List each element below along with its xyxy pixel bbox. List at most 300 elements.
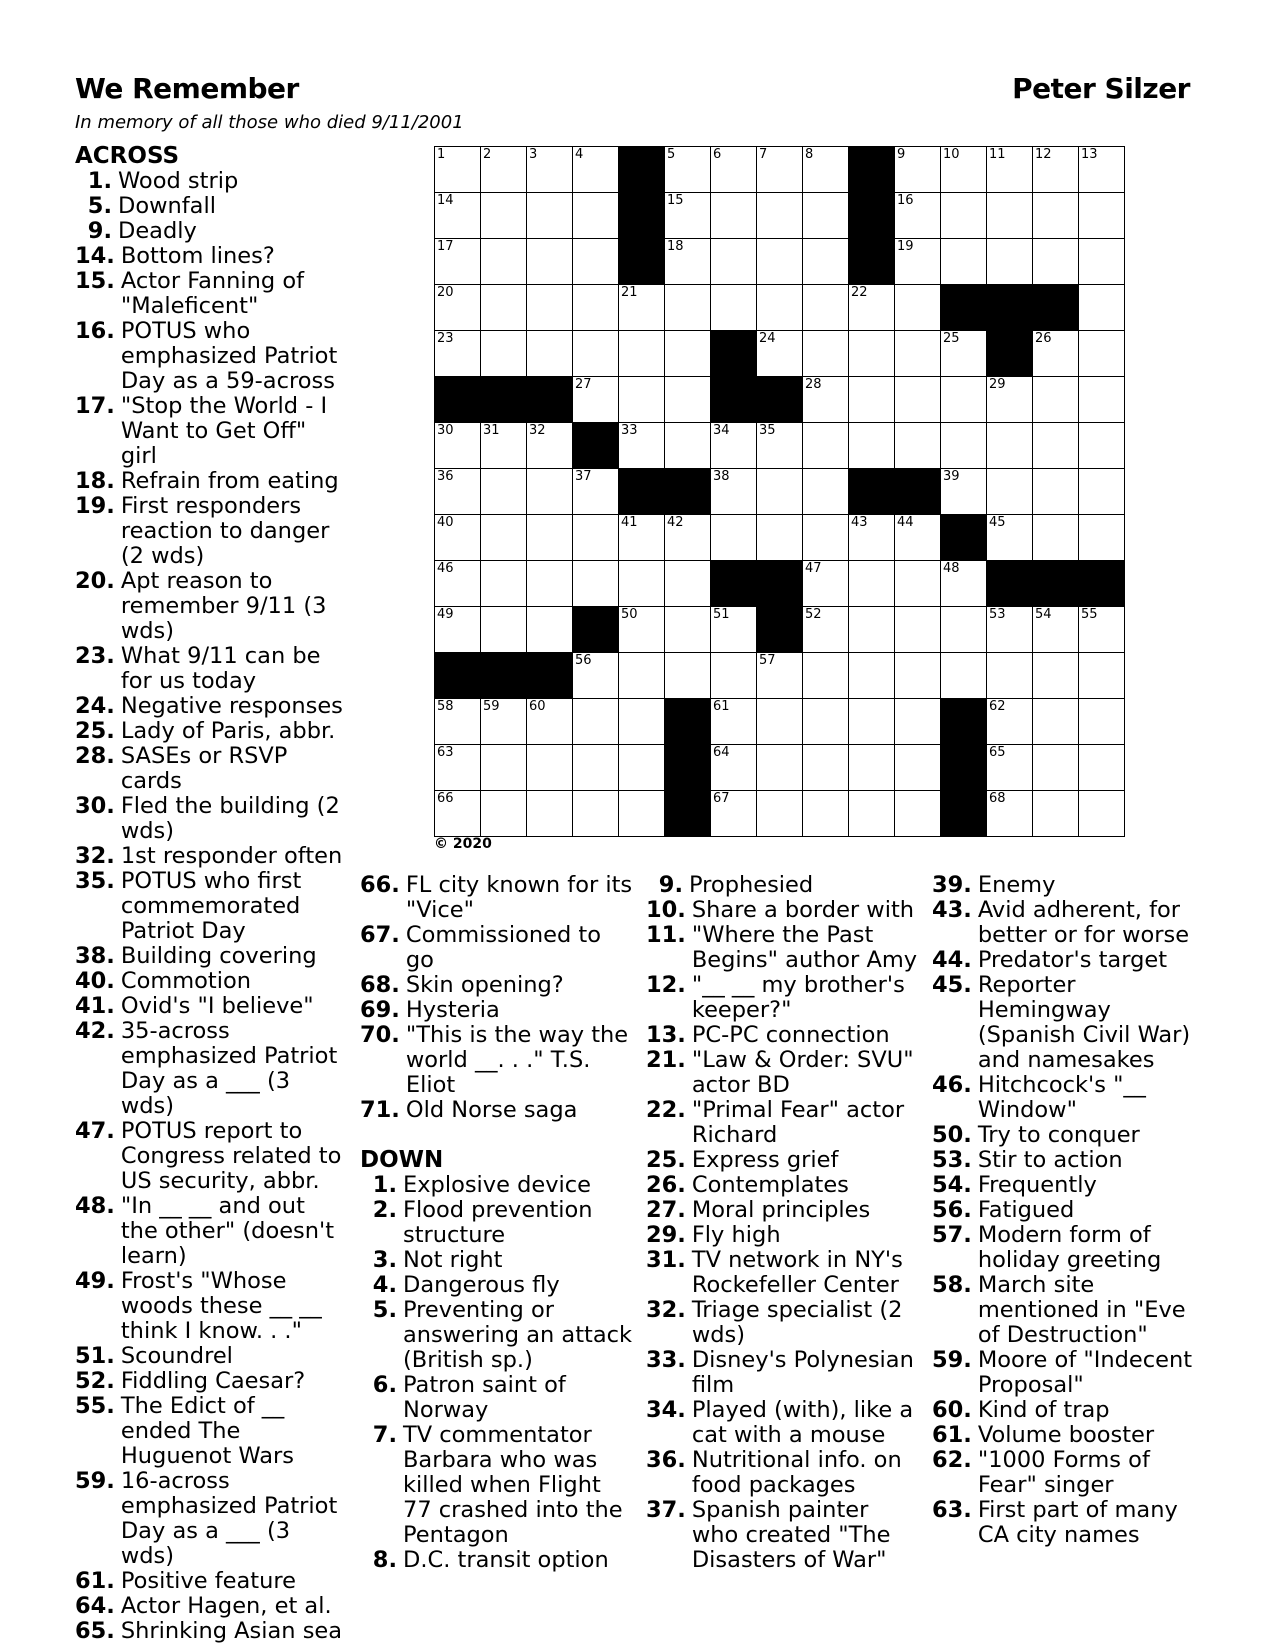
grid-cell[interactable] (527, 515, 573, 561)
grid-cell[interactable] (481, 331, 527, 377)
grid-cell[interactable] (711, 423, 757, 469)
grid-cell[interactable] (849, 653, 895, 699)
clue-item[interactable] (75, 1469, 345, 1569)
grid-cell[interactable] (895, 791, 941, 837)
grid-cell[interactable] (1079, 791, 1125, 837)
clue-text: Patron saint of Norway (403, 1372, 566, 1423)
grid-cell[interactable] (1033, 423, 1079, 469)
grid-cell[interactable] (987, 653, 1033, 699)
grid-cell[interactable] (481, 193, 527, 239)
clue-item[interactable] (932, 973, 1207, 1073)
grid-cell[interactable] (987, 745, 1033, 791)
grid-cell[interactable] (757, 193, 803, 239)
clue-item[interactable] (932, 1073, 1207, 1123)
clue-item[interactable] (75, 244, 345, 269)
grid-cell[interactable] (1033, 193, 1079, 239)
grid-cell[interactable] (987, 699, 1033, 745)
clue-item[interactable] (646, 1398, 921, 1448)
clue-item[interactable] (75, 1394, 345, 1469)
grid-cell[interactable] (435, 331, 481, 377)
across-heading: ACROSS (75, 143, 180, 169)
cell-number: 21 (621, 285, 638, 300)
clue-text: Fatigued (977, 1197, 1075, 1223)
clue-item[interactable] (75, 1369, 345, 1394)
clue-item[interactable] (75, 1019, 345, 1119)
clue-item[interactable] (646, 898, 921, 923)
grid-cell[interactable] (619, 515, 665, 561)
grid-cell[interactable] (803, 239, 849, 285)
grid-cell[interactable] (895, 285, 941, 331)
grid-cell[interactable] (1079, 423, 1125, 469)
grid-cell[interactable] (1079, 147, 1125, 193)
grid-cell[interactable] (435, 423, 481, 469)
cell-number: 7 (759, 147, 768, 162)
grid-cell[interactable] (941, 607, 987, 653)
grid-cell[interactable] (435, 193, 481, 239)
grid-cell[interactable] (1033, 147, 1079, 193)
grid-cell[interactable] (435, 607, 481, 653)
grid-cell[interactable] (895, 653, 941, 699)
grid-cell[interactable] (803, 331, 849, 377)
grid-cell[interactable] (987, 469, 1033, 515)
clue-item[interactable] (646, 1348, 921, 1398)
grid-cell[interactable] (895, 377, 941, 423)
cell-number: 16 (897, 193, 914, 208)
grid-cell[interactable] (527, 469, 573, 515)
crossword-grid[interactable] (434, 146, 1125, 837)
clue-item[interactable] (360, 973, 635, 998)
grid-cell[interactable] (757, 515, 803, 561)
grid-cell[interactable] (757, 791, 803, 837)
grid-cell[interactable] (711, 607, 757, 653)
clue-item[interactable] (75, 944, 345, 969)
grid-cell[interactable] (1079, 607, 1125, 653)
clue-item[interactable] (932, 1123, 1207, 1148)
clue-item[interactable] (360, 1098, 635, 1123)
grid-cell[interactable] (435, 469, 481, 515)
clue-item[interactable] (646, 1298, 921, 1348)
grid-cell[interactable] (619, 561, 665, 607)
clue-item[interactable] (932, 1498, 1207, 1548)
clue-item[interactable] (360, 1273, 635, 1298)
clue-item[interactable] (360, 998, 635, 1023)
grid-cell[interactable] (1079, 239, 1125, 285)
grid-cell[interactable] (1079, 285, 1125, 331)
grid-cell[interactable] (481, 607, 527, 653)
grid-cell[interactable] (527, 607, 573, 653)
grid-cell[interactable] (481, 561, 527, 607)
clue-text: Fly high (691, 1222, 781, 1248)
grid-cell[interactable] (573, 791, 619, 837)
grid-cell[interactable] (803, 745, 849, 791)
grid-cell-black (757, 561, 803, 607)
clue-item[interactable] (932, 1223, 1207, 1273)
clue-item[interactable] (360, 923, 635, 973)
grid-cell[interactable] (757, 331, 803, 377)
grid-cell[interactable] (941, 561, 987, 607)
grid-cell[interactable] (803, 515, 849, 561)
grid-cell[interactable] (849, 699, 895, 745)
grid-cell[interactable] (1079, 653, 1125, 699)
clue-item[interactable] (360, 1023, 635, 1098)
clue-text: Ovid's "I believe" (120, 993, 314, 1019)
grid-cell[interactable] (1079, 469, 1125, 515)
grid-cell[interactable] (757, 745, 803, 791)
grid-cell[interactable] (711, 791, 757, 837)
grid-cell[interactable] (711, 745, 757, 791)
grid-cell[interactable] (435, 561, 481, 607)
grid-cell[interactable] (527, 791, 573, 837)
grid-cell[interactable] (1079, 193, 1125, 239)
grid-cell[interactable] (757, 699, 803, 745)
clue-item[interactable] (932, 1423, 1207, 1448)
clue-item[interactable] (932, 948, 1207, 973)
grid-cell[interactable] (527, 699, 573, 745)
clue-text: Actor Hagen, et al. (120, 1593, 332, 1619)
grid-cell[interactable] (849, 791, 895, 837)
clue-item[interactable] (932, 1198, 1207, 1223)
clue-item[interactable] (932, 1273, 1207, 1348)
grid-cell[interactable] (1079, 331, 1125, 377)
grid-cell[interactable] (849, 745, 895, 791)
clue-item[interactable] (75, 269, 345, 319)
grid-cell[interactable] (803, 653, 849, 699)
clue-item[interactable] (932, 1148, 1207, 1173)
grid-cell[interactable] (573, 239, 619, 285)
clue-item[interactable] (75, 644, 345, 694)
grid-cell[interactable] (435, 147, 481, 193)
grid-cell[interactable] (665, 653, 711, 699)
grid-cell[interactable] (619, 745, 665, 791)
clue-item[interactable] (75, 494, 345, 569)
grid-cell[interactable] (1033, 377, 1079, 423)
clue-item[interactable] (646, 923, 921, 973)
grid-cell[interactable] (803, 607, 849, 653)
clue-item[interactable] (75, 169, 345, 194)
grid-cell[interactable] (573, 653, 619, 699)
grid-cell[interactable] (665, 285, 711, 331)
grid-cell[interactable] (527, 561, 573, 607)
clue-number: 71. (360, 1097, 400, 1123)
grid-cell[interactable] (481, 745, 527, 791)
grid-cell[interactable] (1033, 791, 1079, 837)
grid-cell[interactable] (573, 331, 619, 377)
copyright: © 2020 (434, 836, 492, 852)
clue-item[interactable] (932, 873, 1207, 898)
grid-cell[interactable] (895, 515, 941, 561)
clue-number: 53. (932, 1147, 972, 1173)
grid-cell[interactable] (481, 469, 527, 515)
grid-cell[interactable] (803, 469, 849, 515)
grid-cell[interactable] (1079, 515, 1125, 561)
grid-cell[interactable] (849, 331, 895, 377)
grid-cell[interactable] (711, 147, 757, 193)
clue-item[interactable] (75, 1619, 345, 1644)
grid-cell[interactable] (987, 607, 1033, 653)
grid-cell[interactable] (481, 147, 527, 193)
grid-cell[interactable] (711, 699, 757, 745)
clue-item[interactable] (360, 1198, 635, 1248)
clue-number: 14. (75, 243, 115, 269)
grid-cell[interactable] (527, 745, 573, 791)
clue-item[interactable] (75, 1119, 345, 1194)
clue-item[interactable] (932, 898, 1207, 948)
grid-cell[interactable] (757, 653, 803, 699)
grid-cell[interactable] (1033, 699, 1079, 745)
grid-cell[interactable] (435, 791, 481, 837)
clue-item[interactable] (75, 719, 345, 744)
grid-cell[interactable] (481, 515, 527, 561)
grid-cell[interactable] (1033, 653, 1079, 699)
clue-item[interactable] (360, 1248, 635, 1273)
grid-cell[interactable] (941, 423, 987, 469)
grid-cell[interactable] (481, 285, 527, 331)
grid-cell[interactable] (987, 791, 1033, 837)
grid-cell[interactable] (803, 377, 849, 423)
grid-cell[interactable] (527, 285, 573, 331)
clue-item[interactable] (75, 969, 345, 994)
clue-item[interactable] (360, 1173, 635, 1198)
grid-cell[interactable] (481, 239, 527, 285)
clue-item[interactable] (75, 744, 345, 794)
grid-cell[interactable] (803, 423, 849, 469)
clue-item[interactable] (646, 1048, 921, 1098)
grid-cell[interactable] (941, 653, 987, 699)
grid-cell[interactable] (435, 745, 481, 791)
grid-cell[interactable] (849, 423, 895, 469)
grid-cell[interactable] (849, 607, 895, 653)
clue-item[interactable] (932, 1398, 1207, 1423)
clue-text: "Where the Past Begins" author Amy (691, 922, 918, 973)
grid-cell[interactable] (803, 699, 849, 745)
grid-cell[interactable] (573, 377, 619, 423)
clue-item[interactable] (360, 873, 635, 923)
grid-cell[interactable] (573, 285, 619, 331)
grid-cell[interactable] (1079, 745, 1125, 791)
clue-text: Commotion (120, 968, 252, 994)
grid-cell[interactable] (1079, 377, 1125, 423)
grid-cell[interactable] (1033, 745, 1079, 791)
clue-item[interactable] (75, 1344, 345, 1369)
grid-cell[interactable] (1033, 239, 1079, 285)
grid-cell[interactable] (941, 469, 987, 515)
grid-cell[interactable] (987, 377, 1033, 423)
clue-number: 9. (87, 218, 112, 244)
clue-item[interactable] (75, 194, 345, 219)
clue-item[interactable] (75, 844, 345, 869)
clue-item[interactable] (75, 319, 345, 394)
grid-cell[interactable] (573, 699, 619, 745)
grid-cell[interactable] (987, 423, 1033, 469)
clue-item[interactable] (75, 1194, 345, 1269)
grid-cell[interactable] (757, 469, 803, 515)
grid-cell[interactable] (573, 515, 619, 561)
grid-cell[interactable] (803, 193, 849, 239)
grid-cell[interactable] (619, 377, 665, 423)
grid-cell[interactable] (481, 791, 527, 837)
clue-item[interactable] (75, 1569, 345, 1594)
grid-cell[interactable] (527, 331, 573, 377)
grid-cell[interactable] (665, 193, 711, 239)
clue-item[interactable] (932, 1448, 1207, 1498)
grid-cell[interactable] (435, 515, 481, 561)
grid-cell[interactable] (987, 239, 1033, 285)
clue-text: Share a border with (691, 897, 915, 923)
grid-cell[interactable] (941, 331, 987, 377)
grid-cell[interactable] (619, 285, 665, 331)
grid-cell[interactable] (619, 607, 665, 653)
grid-cell[interactable] (481, 699, 527, 745)
clue-item[interactable] (646, 1223, 921, 1248)
clue-item[interactable] (646, 1023, 921, 1048)
grid-cell-black (941, 515, 987, 561)
grid-cell[interactable] (1033, 607, 1079, 653)
grid-cell[interactable] (895, 193, 941, 239)
clue-item[interactable] (646, 973, 921, 1023)
clue-text: Shrinking Asian sea (120, 1618, 343, 1644)
grid-cell[interactable] (665, 239, 711, 285)
grid-cell[interactable] (665, 607, 711, 653)
clue-item[interactable] (75, 394, 345, 469)
grid-cell[interactable] (941, 377, 987, 423)
grid-cell-black (665, 699, 711, 745)
grid-cell[interactable] (895, 239, 941, 285)
grid-cell[interactable] (895, 147, 941, 193)
grid-cell[interactable] (895, 607, 941, 653)
grid-cell[interactable] (941, 147, 987, 193)
grid-cell[interactable] (849, 515, 895, 561)
clue-item[interactable] (646, 1498, 921, 1573)
clue-number: 55. (75, 1393, 115, 1419)
cell-number: 63 (437, 745, 454, 760)
clue-item[interactable] (75, 694, 345, 719)
grid-cell[interactable] (435, 285, 481, 331)
grid-cell[interactable] (711, 239, 757, 285)
grid-cell[interactable] (757, 239, 803, 285)
grid-cell[interactable] (435, 239, 481, 285)
grid-cell[interactable] (757, 423, 803, 469)
clue-item[interactable] (646, 1148, 921, 1173)
clue-text: Moore of "Indecent Proposal" (977, 1347, 1193, 1398)
grid-cell[interactable] (711, 193, 757, 239)
grid-cell[interactable] (803, 791, 849, 837)
clue-text: 1st responder often (120, 843, 343, 869)
grid-cell[interactable] (895, 331, 941, 377)
grid-cell[interactable] (573, 193, 619, 239)
clue-item[interactable] (75, 794, 345, 844)
grid-cell[interactable] (619, 653, 665, 699)
grid-cell[interactable] (1033, 515, 1079, 561)
grid-cell[interactable] (665, 561, 711, 607)
grid-cell[interactable] (711, 285, 757, 331)
grid-cell[interactable] (849, 561, 895, 607)
grid-cell[interactable] (665, 423, 711, 469)
grid-cell[interactable] (619, 423, 665, 469)
clue-item[interactable] (75, 869, 345, 944)
grid-cell[interactable] (665, 515, 711, 561)
grid-cell[interactable] (435, 699, 481, 745)
grid-cell[interactable] (895, 745, 941, 791)
clue-item[interactable] (75, 994, 345, 1019)
grid-cell[interactable] (803, 147, 849, 193)
grid-cell[interactable] (849, 377, 895, 423)
grid-cell[interactable] (619, 331, 665, 377)
grid-cell[interactable] (481, 423, 527, 469)
grid-cell[interactable] (895, 423, 941, 469)
cell-number: 12 (1035, 147, 1052, 162)
grid-cell[interactable] (573, 561, 619, 607)
cell-number: 2 (483, 147, 492, 162)
clue-item[interactable] (646, 1173, 921, 1198)
grid-cell[interactable] (619, 791, 665, 837)
grid-cell[interactable] (757, 285, 803, 331)
grid-cell[interactable] (895, 561, 941, 607)
grid-cell[interactable] (987, 515, 1033, 561)
clue-item[interactable] (360, 1548, 635, 1573)
grid-cell[interactable] (987, 193, 1033, 239)
grid-cell[interactable] (527, 423, 573, 469)
grid-cell[interactable] (849, 285, 895, 331)
clue-item[interactable] (932, 1348, 1207, 1398)
grid-cell[interactable] (665, 331, 711, 377)
grid-cell[interactable] (527, 239, 573, 285)
grid-cell[interactable] (941, 193, 987, 239)
grid-cell[interactable] (803, 561, 849, 607)
grid-cell[interactable] (803, 285, 849, 331)
clue-item[interactable] (646, 873, 921, 898)
clue-text: PC-PC connection (691, 1022, 890, 1048)
clue-item[interactable] (646, 1198, 921, 1223)
clue-item[interactable] (360, 1423, 635, 1548)
grid-cell[interactable] (711, 469, 757, 515)
grid-cell[interactable] (527, 147, 573, 193)
grid-cell[interactable] (895, 699, 941, 745)
clue-item[interactable] (75, 469, 345, 494)
grid-cell[interactable] (573, 147, 619, 193)
grid-cell[interactable] (665, 377, 711, 423)
clue-text: Lady of Paris, abbr. (120, 718, 336, 744)
grid-cell-black (757, 377, 803, 423)
clue-item[interactable] (360, 1373, 635, 1423)
grid-cell[interactable] (711, 515, 757, 561)
clue-item[interactable] (75, 1594, 345, 1619)
grid-cell[interactable] (941, 239, 987, 285)
clue-item[interactable] (75, 569, 345, 644)
grid-cell[interactable] (711, 653, 757, 699)
puzzle-subtitle: In memory of all those who died 9/11/2001 (75, 112, 464, 133)
clue-item[interactable] (646, 1448, 921, 1498)
grid-cell[interactable] (1079, 699, 1125, 745)
clue-item[interactable] (360, 1298, 635, 1373)
clue-text: 16-across emphasized Patriot Day as a ___ (3 wds) (120, 1468, 338, 1569)
grid-cell[interactable] (527, 193, 573, 239)
grid-cell[interactable] (1033, 331, 1079, 377)
clue-item[interactable] (932, 1173, 1207, 1198)
grid-cell[interactable] (619, 699, 665, 745)
clue-item[interactable] (75, 1269, 345, 1344)
clue-item[interactable] (646, 1098, 921, 1148)
grid-cell[interactable] (757, 147, 803, 193)
grid-cell[interactable] (987, 147, 1033, 193)
clue-number: 67. (360, 922, 400, 948)
cell-number: 37 (575, 469, 592, 484)
clue-item[interactable] (646, 1248, 921, 1298)
clue-item[interactable] (75, 219, 345, 244)
grid-cell[interactable] (665, 147, 711, 193)
grid-cell[interactable] (1033, 469, 1079, 515)
grid-cell[interactable] (573, 469, 619, 515)
grid-cell[interactable] (573, 745, 619, 791)
